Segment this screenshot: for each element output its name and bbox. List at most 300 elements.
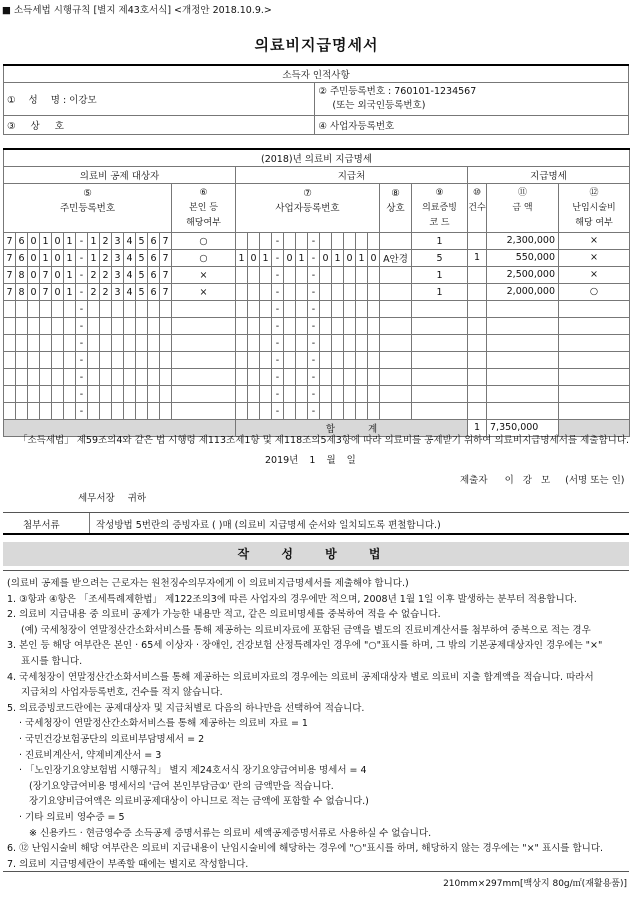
rrn-digit	[124, 301, 136, 318]
table-row	[4, 335, 630, 352]
total-label: 합 계	[236, 420, 468, 437]
instruction-line: 6. ⑫ 난임시술비 해당 여부란은 의료비 지급내용이 난임시술비에 해당하는 경우에 "○"표시를 하며, 해당하지 않는 경우에는 "×" 표시를 합니다.	[7, 843, 604, 855]
rrn-digit: 7	[160, 267, 172, 284]
biz-digit	[296, 352, 308, 369]
biz-reg-label: ④ 사업자등록번호	[318, 121, 395, 132]
biz-digit	[368, 233, 380, 250]
biz-digit	[332, 386, 344, 403]
rrn-digit	[28, 386, 40, 403]
biz-digit: 0	[344, 250, 356, 267]
submitter-name: 이 강 모	[504, 475, 551, 486]
rrn-digit	[40, 318, 52, 335]
amount	[487, 352, 559, 368]
count: 1	[468, 250, 487, 266]
self-flag	[172, 369, 236, 386]
rrn-digit	[4, 301, 16, 318]
table-row	[4, 301, 630, 318]
rrn-digit	[148, 318, 160, 335]
rrn-digit: 0	[28, 233, 40, 250]
biz-digit	[356, 335, 368, 352]
count	[468, 369, 487, 385]
rrn-digit: 6	[16, 250, 28, 267]
ivf-flag: ×	[590, 252, 598, 263]
rrn-digit	[88, 403, 100, 420]
col9-label-1: 의료증빙	[422, 203, 457, 213]
name-cell	[4, 83, 315, 116]
expense-details-table	[3, 148, 630, 437]
biz-digit	[344, 369, 356, 386]
rrn-digit	[64, 301, 76, 318]
amount	[487, 301, 559, 317]
rrn-digit	[64, 403, 76, 420]
shop-name	[380, 284, 412, 301]
biz-digit	[236, 267, 248, 284]
instruction-line: · 진료비계산서, 약제비계산서 = 3	[19, 749, 162, 761]
rrn-digit	[64, 318, 76, 335]
col-biz-header	[236, 184, 380, 233]
biz-digit	[320, 335, 332, 352]
biz-digit	[236, 403, 248, 420]
rrn-digit	[136, 403, 148, 420]
biz-digit	[236, 335, 248, 352]
biz-digit	[344, 403, 356, 420]
biz-digit: -	[308, 352, 320, 369]
col-code-header	[412, 184, 468, 233]
rrn-digit: 7	[4, 267, 16, 284]
rrn-digit	[100, 369, 112, 386]
proof-code	[412, 301, 468, 318]
rrn-digit: 7	[160, 233, 172, 250]
ivf-flag: ○	[589, 286, 599, 297]
biz-digit	[248, 352, 260, 369]
biz-digit	[368, 352, 380, 369]
biz-digit	[236, 369, 248, 386]
instruction-line: · 국민건강보험공단의 의료비부담명세서 = 2	[19, 734, 205, 745]
biz-digit	[260, 233, 272, 250]
rrn-digit: -	[76, 250, 88, 267]
rrn-digit	[100, 352, 112, 369]
rrn-digit	[52, 318, 64, 335]
col12-num: ⑫	[589, 188, 599, 198]
rrn-label: ② 주민등록번호	[318, 86, 386, 97]
ivf-flag	[559, 301, 629, 317]
rrn-digit: 7	[40, 284, 52, 301]
amount	[487, 318, 559, 334]
col6-num: ⑥	[199, 188, 208, 198]
biz-digit	[344, 386, 356, 403]
biz-digit	[320, 267, 332, 284]
biz-digit	[284, 284, 296, 301]
rrn-digit: 2	[88, 267, 100, 284]
table-row	[4, 369, 630, 386]
ivf-flag: ×	[590, 235, 598, 246]
biz-digit	[332, 403, 344, 420]
rrn-digit	[124, 386, 136, 403]
biz-digit	[260, 403, 272, 420]
rrn-digit: -	[76, 369, 88, 386]
rrn-digit	[100, 318, 112, 335]
rrn-digit	[100, 386, 112, 403]
biz-digit	[296, 386, 308, 403]
payment-cell	[468, 318, 630, 335]
payment-cell	[468, 284, 630, 301]
page-title: 의료비지급명세서	[254, 36, 379, 54]
shop-name	[380, 369, 412, 386]
biz-digit	[356, 369, 368, 386]
rrn-digit: 2	[100, 284, 112, 301]
rrn-digit: 1	[64, 233, 76, 250]
rrn-digit	[112, 386, 124, 403]
col11-num: ⑪	[517, 188, 527, 198]
rrn-digit	[112, 335, 124, 352]
proof-code	[412, 318, 468, 335]
rrn-digit: 7	[4, 284, 16, 301]
biz-digit: -	[308, 403, 320, 420]
col12-label-2: 해당 여부	[575, 218, 613, 228]
table-row	[4, 386, 630, 403]
attachment-text: 작성방법 5번란의 증빙자료 ( )매 (의료비 지급명세 순서와 일치되도록 편철합니다.)	[96, 520, 441, 531]
proof-code	[412, 403, 468, 420]
biz-digit	[332, 352, 344, 369]
instruction-line: 7. 의료비 지급명세란이 부족할 때에는 별지로 작성합니다.	[7, 858, 249, 870]
biz-digit	[368, 369, 380, 386]
rrn-digit	[160, 335, 172, 352]
shop-name	[380, 335, 412, 352]
col5-num: ⑤	[83, 188, 92, 199]
amount	[487, 403, 559, 419]
biz-digit	[236, 284, 248, 301]
biz-digit: 1	[236, 250, 248, 267]
rrn-digit	[160, 318, 172, 335]
biz-digit	[296, 233, 308, 250]
rrn-digit	[16, 318, 28, 335]
biz-digit: -	[308, 250, 320, 267]
biz-digit	[368, 301, 380, 318]
col-payment-header	[468, 184, 630, 233]
total-amount: 7,350,000	[487, 420, 559, 436]
count	[468, 318, 487, 334]
biz-digit	[284, 369, 296, 386]
instruction-line: 4. 국세청장이 연말정산간소화서비스를 통해 제공하는 의료비자료의 경우에는 의료비 공제대상자 별로 의료비 지출 합계액을 적습니다. 따라서	[7, 671, 594, 683]
rrn-digit	[88, 369, 100, 386]
rrn-digit	[4, 352, 16, 369]
rrn-digit	[4, 369, 16, 386]
biz-digit	[320, 352, 332, 369]
table-row	[4, 233, 630, 250]
biz-digit	[236, 301, 248, 318]
biz-digit	[284, 335, 296, 352]
biz-digit	[296, 335, 308, 352]
self-flag: ×	[172, 284, 236, 301]
rrn-digit: 5	[136, 284, 148, 301]
rrn-digit	[88, 301, 100, 318]
biz-digit	[356, 284, 368, 301]
rrn-digit	[64, 369, 76, 386]
biz-reg-cell	[315, 116, 629, 135]
rrn-digit: -	[76, 301, 88, 318]
rrn-digit: 3	[112, 267, 124, 284]
rrn-digit	[160, 386, 172, 403]
self-flag: ×	[172, 267, 236, 284]
declaration-date: 2019년 1 월 일	[265, 455, 356, 466]
biz-digit: -	[308, 233, 320, 250]
rrn-digit: -	[76, 267, 88, 284]
biz-digit	[260, 352, 272, 369]
count	[468, 301, 487, 317]
rrn-digit	[52, 301, 64, 318]
biz-digit	[284, 318, 296, 335]
biz-digit	[236, 318, 248, 335]
rrn-digit: 0	[28, 284, 40, 301]
rrn-digit: 0	[28, 267, 40, 284]
shop-name	[380, 403, 412, 420]
biz-digit: -	[272, 318, 284, 335]
payment-cell	[468, 250, 630, 267]
rrn-cell	[315, 83, 629, 116]
biz-digit: -	[272, 233, 284, 250]
biz-digit	[248, 369, 260, 386]
table-row	[4, 318, 630, 335]
biz-digit	[248, 267, 260, 284]
rrn-digit: 4	[124, 233, 136, 250]
col-amount-header	[487, 184, 559, 232]
rrn-digit	[88, 352, 100, 369]
shop-name	[380, 352, 412, 369]
instruction-line: 표시를 합니다.	[21, 656, 83, 667]
biz-digit	[260, 284, 272, 301]
biz-digit	[296, 301, 308, 318]
rrn-digit	[100, 301, 112, 318]
biz-digit	[332, 233, 344, 250]
col7-label: 사업자등록번호	[275, 203, 340, 214]
biz-digit	[260, 318, 272, 335]
col8-label: 상호	[386, 203, 405, 214]
year-title: (2018)년 의료비 지급명세	[4, 149, 630, 167]
addressee: 세무서장 귀하	[78, 493, 147, 504]
rrn-digit: 6	[148, 267, 160, 284]
rrn-digit	[112, 301, 124, 318]
count	[468, 233, 487, 249]
rrn-digit	[16, 386, 28, 403]
biz-digit: 0	[368, 250, 380, 267]
amount	[487, 369, 559, 385]
table-row	[4, 267, 630, 284]
col11-label: 금 액	[512, 203, 533, 213]
biz-digit	[344, 301, 356, 318]
col-ivf-header	[559, 184, 629, 232]
name-value: : 이강모	[62, 95, 97, 106]
rrn-digit	[28, 301, 40, 318]
rrn-digit	[52, 369, 64, 386]
rrn-digit	[148, 369, 160, 386]
rrn-digit: -	[76, 403, 88, 420]
rrn-digit: 4	[124, 250, 136, 267]
rrn-digit: 5	[136, 250, 148, 267]
table-row	[4, 352, 630, 369]
group-payee: 지급처	[236, 167, 468, 184]
self-flag: ○	[172, 250, 236, 267]
rrn-digit	[112, 352, 124, 369]
biz-digit	[320, 386, 332, 403]
rrn-digit: 7	[160, 250, 172, 267]
group-target: 의료비 공제 대상자	[4, 167, 236, 184]
biz-digit	[236, 352, 248, 369]
proof-code	[412, 369, 468, 386]
rrn-digit	[52, 403, 64, 420]
self-flag	[172, 318, 236, 335]
paper-spec: 210mm×297mm[백상지 80g/㎡(재활용품)]	[443, 879, 627, 889]
rrn-digit: 0	[52, 267, 64, 284]
biz-digit	[344, 318, 356, 335]
biz-digit: -	[308, 369, 320, 386]
rrn-digit	[52, 386, 64, 403]
col9-label-2: 코 드	[429, 218, 450, 228]
col10-label: 건수	[468, 203, 486, 213]
signature-note: (서명 또는 인)	[565, 475, 625, 486]
payment-cell	[468, 301, 630, 318]
taxpayer-info-table	[3, 64, 629, 135]
proof-code: 5	[412, 250, 468, 267]
biz-digit: -	[272, 369, 284, 386]
amount: 550,000	[487, 250, 559, 266]
ivf-flag	[559, 335, 629, 351]
rrn-digit	[88, 335, 100, 352]
biz-digit: -	[272, 386, 284, 403]
instructions-title: 작 성 방 법	[3, 542, 629, 566]
biz-digit	[332, 267, 344, 284]
rrn-digit	[16, 301, 28, 318]
rrn-digit	[4, 335, 16, 352]
rrn-digit: 1	[40, 250, 52, 267]
col9-num: ⑨	[435, 188, 444, 198]
payment-cell	[468, 335, 630, 352]
ivf-flag	[559, 386, 629, 402]
rrn-digit	[28, 352, 40, 369]
count	[468, 386, 487, 402]
biz-digit	[320, 284, 332, 301]
biz-digit	[320, 403, 332, 420]
ivf-flag	[559, 352, 629, 368]
rrn-digit	[160, 369, 172, 386]
payment-cell	[468, 386, 630, 403]
biz-digit	[356, 267, 368, 284]
biz-digit: 0	[284, 250, 296, 267]
rrn-digit: 1	[64, 250, 76, 267]
rrn-digit	[136, 369, 148, 386]
instruction-line: · 기타 의료비 영수증 = 5	[19, 812, 125, 823]
ivf-flag: ×	[590, 269, 598, 280]
col8-num: ⑧	[391, 188, 400, 199]
instruction-line: 장기요양비급여액은 의료비공제대상이 아니므로 적는 금액에 포함할 수 없습니다.)	[29, 796, 369, 808]
instructions-box	[3, 570, 629, 872]
biz-digit: -	[272, 250, 284, 267]
rrn-digit	[160, 352, 172, 369]
biz-digit	[248, 403, 260, 420]
shop-name	[380, 318, 412, 335]
rrn-digit	[112, 369, 124, 386]
instruction-line: · 「노인장기요양보험법 시행규칙」 별지 제24호서식 장기요양급여비용 명세서 = 4	[19, 765, 367, 777]
biz-digit: 1	[260, 250, 272, 267]
instruction-line: ※ 신용카드 · 현금영수증 소득공제 증명서류는 의료비 세액공제증명서류로 사용하실 수 없습니다.	[29, 827, 432, 839]
biz-digit	[248, 335, 260, 352]
rrn-digit: 6	[148, 250, 160, 267]
col7-num: ⑦	[303, 188, 312, 199]
rrn-note: (또는 외국인등록번호)	[332, 100, 426, 111]
biz-digit	[332, 284, 344, 301]
form-reference: ■ 소득세법 시행규칙 [별지 제43호서식] <개정안 2018.10.9.>	[2, 5, 272, 16]
self-flag	[172, 352, 236, 369]
col-self-header	[172, 184, 236, 233]
biz-digit	[260, 335, 272, 352]
rrn-digit	[28, 403, 40, 420]
biz-digit: -	[272, 284, 284, 301]
col6-label-1: 본인 등	[189, 203, 218, 213]
instruction-line: 3. 본인 등 해당 여부란은 본인 · 65세 이상자 · 장애인, 건강보험 산정특례자인 경우에 "○"표시를 하며, 그 밖의 기본공제대상자인 경우에는 "×"	[7, 640, 603, 652]
col-count-header	[468, 184, 487, 232]
biz-digit	[344, 233, 356, 250]
proof-code: 1	[412, 284, 468, 301]
col10-num: ⑩	[472, 188, 482, 198]
rrn-digit	[136, 318, 148, 335]
biz-digit: -	[272, 267, 284, 284]
rrn-digit: 7	[160, 284, 172, 301]
biz-digit	[368, 386, 380, 403]
rrn-digit	[4, 318, 16, 335]
rrn-digit	[160, 301, 172, 318]
instruction-line: (예) 국세청장이 연말정산간소화서비스를 통해 제공하는 의료비자료에 포함된 금액을 별도의 진료비계산서를 첨부하여 중복으로 적는 경우	[21, 624, 591, 636]
amount	[487, 335, 559, 351]
biz-digit	[296, 284, 308, 301]
biz-digit	[248, 233, 260, 250]
rrn-digit: 8	[16, 267, 28, 284]
table-row	[4, 284, 630, 301]
biz-digit: 0	[248, 250, 260, 267]
shop-name	[380, 267, 412, 284]
proof-code	[412, 352, 468, 369]
rrn-digit	[52, 352, 64, 369]
biz-digit	[344, 352, 356, 369]
biz-digit	[260, 267, 272, 284]
rrn-digit: 8	[16, 284, 28, 301]
rrn-digit	[88, 386, 100, 403]
amount: 2,500,000	[487, 267, 559, 283]
attachment-divider	[89, 513, 90, 533]
biz-digit	[356, 233, 368, 250]
rrn-digit: 0	[28, 250, 40, 267]
biz-digit	[320, 369, 332, 386]
biz-digit	[368, 335, 380, 352]
rrn-digit	[148, 386, 160, 403]
proof-code: 1	[412, 267, 468, 284]
business-name-label: ③ 상 호	[7, 121, 64, 132]
biz-digit	[332, 369, 344, 386]
payment-cell	[468, 352, 630, 369]
rrn-digit	[64, 352, 76, 369]
biz-digit	[356, 301, 368, 318]
rrn-digit	[28, 318, 40, 335]
biz-digit	[344, 335, 356, 352]
biz-digit	[356, 352, 368, 369]
biz-digit	[248, 301, 260, 318]
rrn-digit	[4, 386, 16, 403]
name-label: ① 성 명	[7, 95, 60, 106]
table-row	[4, 250, 630, 267]
biz-digit: -	[272, 335, 284, 352]
biz-digit	[320, 318, 332, 335]
rrn-digit	[124, 352, 136, 369]
rrn-digit: 1	[64, 267, 76, 284]
amount	[487, 386, 559, 402]
